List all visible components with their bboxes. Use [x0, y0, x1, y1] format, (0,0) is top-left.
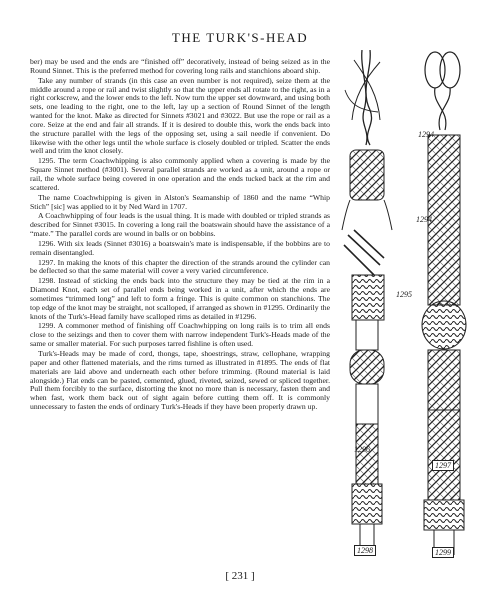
fig-label-1297: 1297 [432, 460, 454, 471]
knot-1294-right [425, 52, 460, 130]
body-text [30, 58, 330, 413]
paragraph: ber) may be used and the ends are “finished off” decoratively, instead of being seized as in the Round Sinnet. This is the preferred method for covering long rails and stanchions aboard ship. [30, 57, 330, 75]
paragraph: 1297. In making the knots of this chapter the direction of the strands around the cylinder can be deflected so that the same material will cover a very varied circumference. [30, 257, 330, 276]
knot-illustrations [340, 50, 470, 560]
knot-1298 [352, 424, 382, 555]
paragraph: 1299. A commoner method of finishing off Coachwhipping on long rails is to trim all ends close to the seizings and then to cover them with narrow independent Turk's-Heads made of the same or smaller material. For such purposes tarred fishline is often used. [30, 321, 330, 349]
fig-label-1294-top: 1294 [418, 130, 434, 139]
fig-label-1294-mid: 1294 [416, 215, 432, 224]
page-number: [ 231 ] [225, 570, 255, 582]
knot-drawings-svg [340, 50, 470, 560]
knot-1299 [424, 410, 464, 555]
knot-1294-upper [345, 50, 380, 145]
paragraph: 1296. With six leads (Sinnet #3016) a boatswain's mate is indispensable, if the bobbins are to remain disentangled. [30, 238, 330, 257]
paragraph: 1298. Instead of sticking the ends back into the structure they may be tied at the rim in a Diamond Knot, each set of parallel ends being worked in a unit, after which the ends are sometimes “trimmed long” and left to form a fringe. This is quite common on stanchions. The top edge of the knot may be straight, not scalloped, if arranged as shown in #1295. Ordinarily the knots of the Turk's-Head family have scalloped rims as detailed in #1296. [30, 276, 330, 321]
fig-label-1298: 1298 [354, 545, 376, 556]
paragraph: Turk's-Heads may be made of cord, thongs, tape, shoestrings, straw, cellophane, wrapping paper and other flattened materials, and the rims turned as illustrated in #1895. The ends of flat materials are laid above and underneath each other before trimming. (Round material is laid alongside.) Flat ends can be pasted, cemented, glued, riveted, seized, sewed or spliced together. Pull them forcibly to the surface, distorting the knot no more than is necessary, fasten them and when fast, work them back out of sight again before cutting them off. It is commonly unnecessary to fasten the ends of ordinary Turk's-Heads if they have been properly drawn up. [30, 349, 330, 412]
knot-1295 [344, 230, 384, 320]
knot-1294-right-lower [428, 135, 460, 305]
fig-label-1296: 1296 [354, 445, 370, 454]
paragraph: 1295. The term Coachwhipping is also commonly applied when a covering is made by the Square Sinnet method (#3001). Several parallel strands are worked as a unit, around a rope or rail, the whole surface being covered in one operation and the ends tucked back at the rim and scattered. [30, 156, 330, 192]
paragraph: A Coachwhipping of four leads is the usual thing. It is made with doubled or tripled strands as described for Sinnet #3015. In covering a long rail the boatswain should have the assistance of a “mate.” The parallel cords are wound in balls or on bobbins. [30, 211, 330, 239]
paragraph: The name Coachwhipping is given in Alston's Seamanship of 1860 and the name “Whip Stich” [sic] was applied to it by Ned Ward in 1707. [30, 192, 330, 211]
page-title: THE TURK'S-HEAD [171, 30, 309, 45]
knot-1297 [422, 301, 466, 410]
knot-1294-lower [342, 150, 392, 230]
fig-label-1295: 1295 [396, 290, 412, 299]
fig-label-1299: 1299 [432, 547, 454, 558]
paragraph: Take any number of strands (in this case an even number is not required), seize them at the middle around a rope or rail and twist slightly so that the upper ends all rotate to the right, as in a right corkscrew, and the lower ends to the left. Now turn the upper set downward, and using both sets, one leading to the right, one to the left, lay up a section of Round Sinnet of the length wanted for the knot. Make as directed for Sinnets #3021 and #3022. But use the rope or rail as a core. Seize at the end and fair all strands. If it is desired to double this, work the ends back into the structure parallel with the legs of the opposing set, using a sail needle if convenient. Do likewise with the other legs until the whole surface is closely doubled or tripled. Scatter the ends well and trim the knot closely. [30, 75, 330, 156]
knot-1296 [350, 320, 384, 424]
